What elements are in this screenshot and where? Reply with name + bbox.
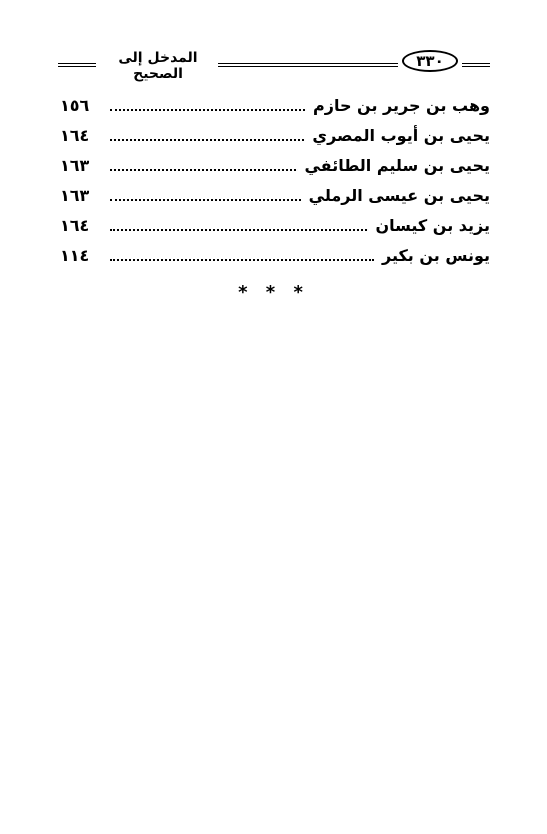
entry-name: يحيى بن عيسى الرملي <box>308 185 490 205</box>
header-rule-right <box>462 63 490 67</box>
running-header <box>58 46 490 80</box>
header-rule-left <box>58 63 96 67</box>
entry-name: يزيد بن كيسان <box>375 215 490 235</box>
entry-name: يحيى بن أيوب المصري <box>312 125 490 145</box>
dot-leader <box>110 95 305 111</box>
entry-page-number: ١٦٤ <box>60 215 90 235</box>
end-ornament: * * * <box>238 282 309 303</box>
entry-page-number: ١٦٣ <box>60 185 90 205</box>
entry-name: يحيى بن سليم الطائفي <box>304 155 490 175</box>
index-entry <box>60 180 490 210</box>
index-entry <box>60 210 490 240</box>
dot-leader <box>110 125 304 141</box>
dot-leader <box>110 155 296 171</box>
header-rule-middle <box>218 63 398 67</box>
page-number: ٣٣٠ <box>402 50 458 72</box>
index-entry <box>60 240 490 270</box>
entry-page-number: ١١٤ <box>60 245 90 265</box>
entry-page-number: ١٥٦ <box>60 95 90 115</box>
dot-leader <box>110 245 374 261</box>
dot-leader <box>110 185 301 201</box>
entry-name: وهب بن جرير بن حازم <box>313 95 490 115</box>
entry-name: يونس بن بكير <box>381 245 490 265</box>
entry-page-number: ١٦٤ <box>60 125 90 145</box>
index-entry <box>60 150 490 180</box>
running-title: المدخل إلى الصحيح <box>118 50 198 82</box>
index-entry <box>60 90 490 120</box>
index-entry <box>60 120 490 150</box>
dot-leader <box>110 215 367 231</box>
index-list <box>60 90 490 270</box>
entry-page-number: ١٦٣ <box>60 155 90 175</box>
